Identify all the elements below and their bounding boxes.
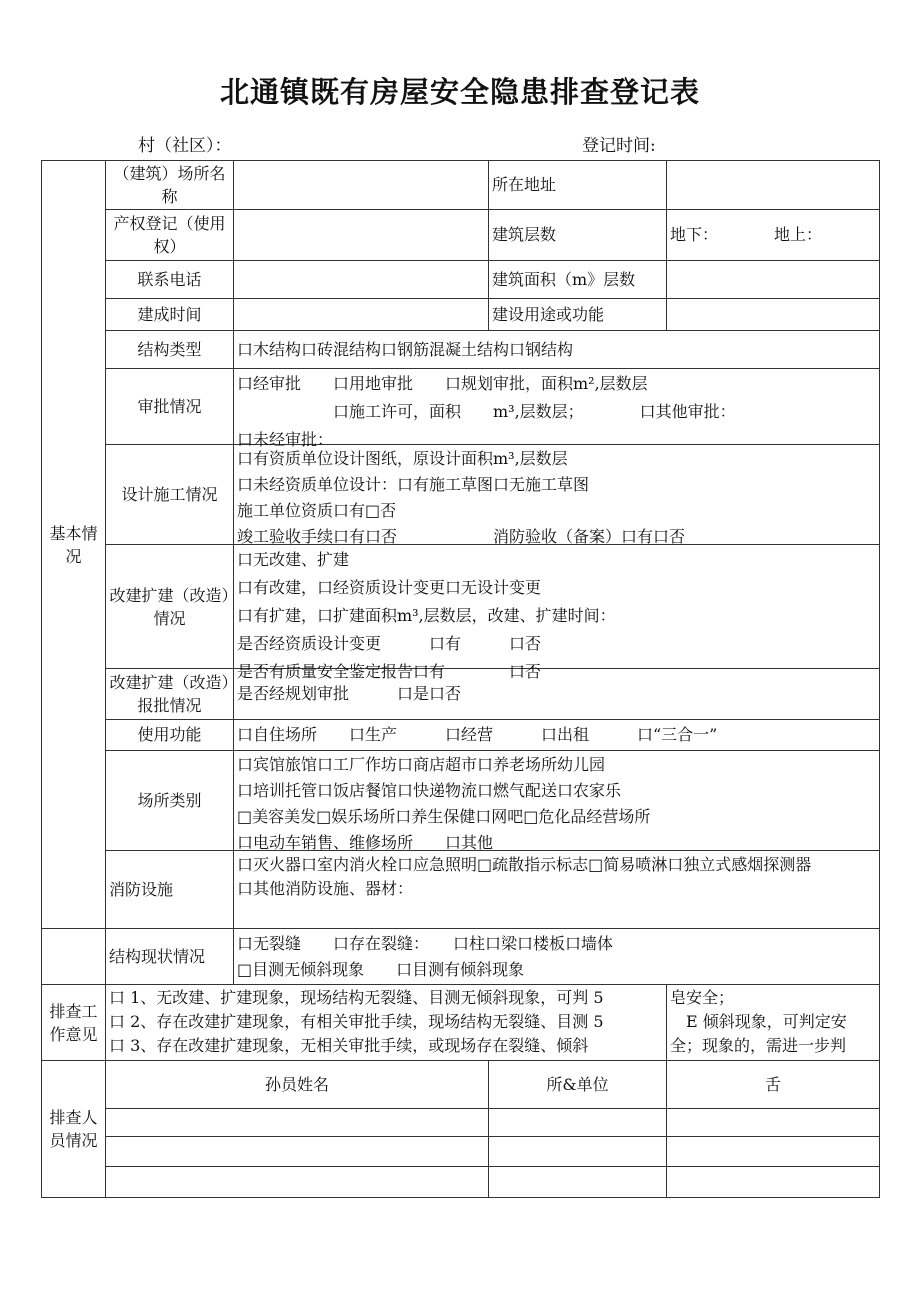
opinion-right-text: 皂安全； E 倾斜现象，可判定安 全；现象的，需进一步判 — [667, 985, 880, 1061]
property-label: 产权登记（使用权） — [106, 210, 234, 261]
personnel-name-cell[interactable] — [106, 1109, 489, 1137]
page-title: 北通镇既有房屋安全隐患排查登记表 — [219, 75, 700, 109]
basic-section-tail — [42, 929, 106, 985]
personnel-sign-cell[interactable] — [667, 1109, 880, 1137]
floors-field[interactable] — [667, 210, 880, 261]
basic-section-label: 基本情况 — [42, 161, 106, 929]
rebuild-approval-options[interactable]: 是否经规划审批 口是口否 — [234, 669, 880, 720]
rebuild-label: 改建扩建（改造）情况 — [106, 545, 234, 669]
approval-options[interactable]: 口经审批 口用地审批 口规划审批，面积m²,层数层 口施工许可，面积 m³,层数层； 口其他审批： 口未经审批： — [234, 369, 880, 445]
function-label: 使用功能 — [106, 720, 234, 751]
rebuild-approval-label: 改建扩建（改造）报批情况 — [106, 669, 234, 720]
fire-label: 消防设施 — [106, 851, 234, 929]
built-time-label: 建成时间 — [106, 299, 234, 331]
building-name-field[interactable] — [234, 161, 489, 210]
design-options[interactable]: 口有资质单位设计图纸，原设计面积m³,层数层 口未经资质单位设计：口有施工草图口无施工草图 施工单位资质口有□否 竣工验收手续口有口否 消防验收（备案）口有口否 — [234, 445, 880, 545]
personnel-sign-cell[interactable] — [667, 1167, 880, 1198]
floors-above: 地上： — [774, 225, 823, 244]
personnel-sign-cell[interactable] — [667, 1137, 880, 1167]
design-label: 设计施工情况 — [106, 445, 234, 545]
personnel-unit-cell[interactable] — [489, 1109, 667, 1137]
personnel-unit-cell[interactable] — [489, 1167, 667, 1198]
area-field[interactable] — [667, 261, 880, 299]
venue-label: 场所类别 — [106, 751, 234, 851]
venue-options[interactable]: 口宾馆旅馆口工厂作坊口商店超市口养老场所幼儿园 口培训托管口饭店餐馆口快递物流口燃气配送口农家乐 □美容美发□娱乐场所口养生保健口网吧□危化品经营场所 口电动车销售、维修场所 口其他 — [234, 751, 880, 851]
rebuild-options[interactable]: 口无改建、扩建 口有改建，口经资质设计变更口无设计变更 口有扩建，口扩建面积m³,层数层，改建、扩建时间： 是否经资质设计变更 口有 口否 是否有质量安全鉴定报告口有 口否 — [234, 545, 880, 669]
floors-under: 地下： — [670, 225, 719, 244]
phone-field[interactable] — [234, 261, 489, 299]
structure-options[interactable]: 口木结构口砖混结构口钢筋混凝土结构口钢结构 — [234, 331, 880, 369]
phone-label: 联系电话 — [106, 261, 234, 299]
built-time-field[interactable] — [234, 299, 489, 331]
property-field[interactable] — [234, 210, 489, 261]
col-unit-header: 所&单位 — [489, 1061, 667, 1109]
structure-label: 结构类型 — [106, 331, 234, 369]
village-label: 村（社区）： — [138, 136, 232, 156]
opinion-label: 排查工作意见 — [42, 985, 106, 1061]
building-name-label: （建筑）场所名称 — [106, 161, 234, 210]
address-label: 所在地址 — [489, 161, 667, 210]
registration-time-label: 登记时间: — [582, 136, 656, 156]
fire-options[interactable]: 口灭火器口室内消火栓口应急照明□疏散指示标志□简易喷淋口独立式感烟探测器 口其他消防设施、器材： — [234, 851, 880, 929]
address-field[interactable] — [667, 161, 880, 210]
col-name-header: 孙员姓名 — [106, 1061, 489, 1109]
approval-label: 审批情况 — [106, 369, 234, 445]
personnel-unit-cell[interactable] — [489, 1137, 667, 1167]
use-label: 建设用途或功能 — [489, 299, 667, 331]
status-label: 结构现状情况 — [106, 929, 234, 985]
status-options[interactable]: 口无裂缝 口存在裂缝： 口柱口梁口楼板口墙体 □目测无倾斜现象 口目测有倾斜现象 — [234, 929, 880, 985]
personnel-label: 排查人员情况 — [42, 1061, 106, 1198]
col-sign-header: 舌 — [667, 1061, 880, 1109]
registration-form-table — [41, 160, 880, 1198]
use-field[interactable] — [667, 299, 880, 331]
personnel-name-cell[interactable] — [106, 1137, 489, 1167]
personnel-name-cell[interactable] — [106, 1167, 489, 1198]
opinion-options[interactable]: 口 1、无改建、扩建现象，现场结构无裂缝、目测无倾斜现象，可判 5 口 2、存在改建扩建现象，有相关审批手续，现场结构无裂缝、目测 5 口 3、存在改建扩建现象，无相关审批手续，或现场存在裂缝、倾斜 — [106, 985, 667, 1061]
function-options[interactable]: 口自住场所 口生产 口经营 口出租 口“三合一” — [234, 720, 880, 751]
floors-label: 建筑层数 — [489, 210, 667, 261]
area-label: 建筑面积（m》层数 — [489, 261, 667, 299]
